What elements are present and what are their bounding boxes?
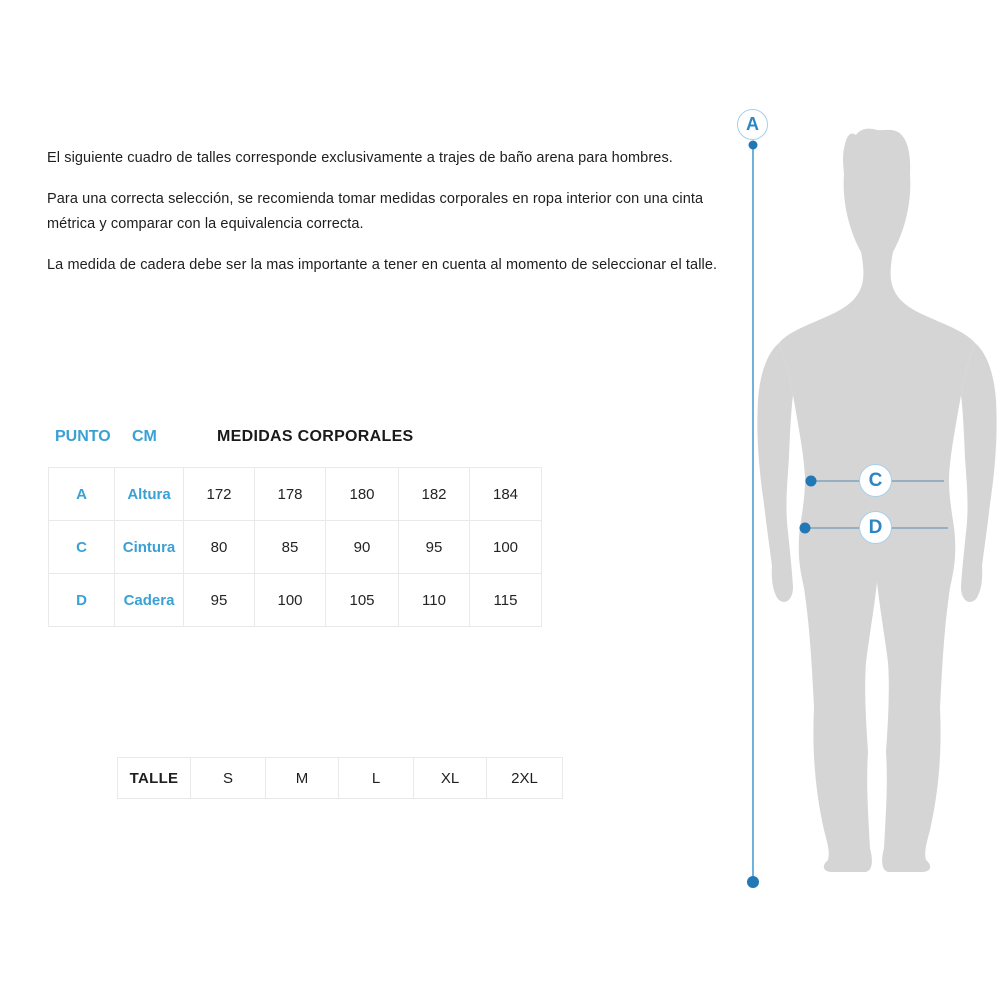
body-silhouette <box>779 129 975 872</box>
intro-text <box>47 146 747 294</box>
value-cell: 100 <box>255 574 326 627</box>
medida-cell: Altura <box>115 468 184 521</box>
size-cell-l: L <box>339 758 414 799</box>
medida-cell: Cintura <box>115 521 184 574</box>
height-line-bottom-dot <box>747 876 759 888</box>
size-cell-m: M <box>266 758 339 799</box>
intro-paragraph-2: Para una correcta selección, se recomienda tomar medidas corporales en ropa interior con una cinta métrica y comparar con la equivalencia correcta. <box>47 191 704 232</box>
punto-cell: C <box>49 521 115 574</box>
value-cell: 95 <box>184 574 255 627</box>
value-cell: 184 <box>470 468 542 521</box>
value-cell: 110 <box>399 574 470 627</box>
talle-label-cell: TALLE <box>118 758 191 799</box>
intro-paragraph-3: La medida de cadera debe ser la mas importante a tener en cuenta al momento de seleccionar el talle. <box>47 257 718 273</box>
punto-cell: A <box>49 468 115 521</box>
value-cell: 100 <box>470 521 542 574</box>
height-line-top-dot <box>749 141 758 150</box>
body-measures-table <box>48 467 542 627</box>
size-cell-2xl: 2XL <box>487 758 563 799</box>
table-row-altura <box>49 468 542 521</box>
value-cell: 90 <box>326 521 399 574</box>
size-cell-s: S <box>191 758 266 799</box>
value-cell: 80 <box>184 521 255 574</box>
marker-badge-d: D <box>859 511 892 544</box>
value-cell: 178 <box>255 468 326 521</box>
header-punto: PUNTO <box>55 428 111 445</box>
value-cell: 180 <box>326 468 399 521</box>
medida-cell: Cadera <box>115 574 184 627</box>
punto-cell: D <box>49 574 115 627</box>
value-cell: 172 <box>184 468 255 521</box>
value-cell: 182 <box>399 468 470 521</box>
value-cell: 115 <box>470 574 542 627</box>
header-cm: CM <box>132 428 157 445</box>
value-cell: 105 <box>326 574 399 627</box>
value-cell: 85 <box>255 521 326 574</box>
talle-row <box>118 758 563 799</box>
value-cell: 95 <box>399 521 470 574</box>
intro-paragraph-1: El siguiente cuadro de talles corresponde exclusivamente a trajes de baño arena para hombres. <box>47 150 673 166</box>
hip-line-dot <box>800 523 811 534</box>
table-row-cintura <box>49 521 542 574</box>
marker-badge-a: A <box>737 109 768 140</box>
marker-badge-c: C <box>859 464 892 497</box>
male-silhouette-figure <box>700 100 1000 910</box>
talle-table <box>117 757 563 799</box>
right-arm-silhouette <box>961 343 997 602</box>
left-arm-silhouette <box>757 343 793 602</box>
header-medidas-corporales: MEDIDAS CORPORALES <box>217 428 414 445</box>
size-cell-xl: XL <box>414 758 487 799</box>
waist-line-dot <box>806 476 817 487</box>
table-row-cadera <box>49 574 542 627</box>
